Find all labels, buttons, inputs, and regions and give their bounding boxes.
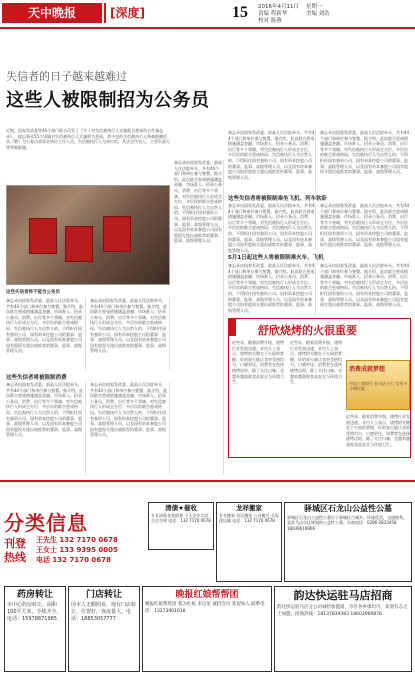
masthead xyxy=(0,0,415,28)
classified-ad[interactable] xyxy=(68,586,140,672)
feature-text: 近些年，随着消费升级，烧烤行业发展迅速。业内人士表示，烧烤的关键在于火候的掌握，好的炭火能让食材受热均匀，口感更佳。消费者在选择烧烤店时，除了关注口味，也越来越重视食品安全与环境卫生。 xyxy=(346,414,410,447)
article-lead: 近期，国家发改委等44个部门联合印发了《关于对失信被执行人实施联合惩戒的合作备忘录》，提出将从55个领域对失信被执行人实施联合惩戒，其中包括失信被执行人将被限制招录（聘）为公务员或事业单位工作人员，失信被执行人为单位的，其法定代表人、主要负责人等将被限制。 xyxy=(6,128,170,150)
hotline-box xyxy=(36,535,144,569)
body-column: 备忘录由国家发改委、最高人民法院牵头，共有44个部门和单位参与签署。据介绍，此次联合惩戒措施涵盖金融、市场准入、招录公务员、消费、出行等多个领域，对失信被执行人形成全方位、多层次的联合惩戒格局。失信被执行人为自然人的，不得担任国有独资公司、国有资本控股公司的董事、监事、高级管理人员，以及国有资本参股公司国有股权方派出或推荐的董事、监事、高级管理人员。 xyxy=(6,298,86,370)
label-top: 刊登 xyxy=(4,537,26,550)
ad-title: 药房转让 xyxy=(16,590,53,600)
classified-ad[interactable] xyxy=(142,586,272,672)
subheading: 这些失信者将被限制乘坐飞机、列车软卧 xyxy=(228,196,328,202)
feature-accent-bar xyxy=(228,318,236,336)
hotline-number: 电话 132 7170 0678 xyxy=(36,556,111,564)
classified-ad[interactable] xyxy=(216,502,282,582)
feature-title: 舒欣烧烤的火很重要 xyxy=(258,324,357,337)
bank-promo-ad[interactable] xyxy=(346,360,410,410)
body-column: 备忘录由国家发改委、最高人民法院牵头，共有44个部门和单位参与签署。据介绍，此次联合惩戒措施涵盖金融、市场准入、招录公务员、消费、出行等多个领域，对失信被执行人形成全方位、多层次的联合惩戒格局。失信被执行人为自然人的，不得担任国有独资公司、国有资本控股公司的董事、监事、高级管理人员，以及国有资本参股公司国有股权方派出或推荐的董事、监事、高级管理人员。 xyxy=(320,130,410,175)
ad-title: 韵达快运驻马店招商 xyxy=(293,589,393,602)
classified-ad[interactable] xyxy=(274,586,412,672)
body-column: 备忘录由国家发改委、最高人民法院牵头，共有44个部门和单位参与签署。据介绍，此次联合惩戒措施涵盖金融、市场准入、招录公务员、消费、出行等多个领域，对失信被执行人形成全方位、多层次的联合惩戒格局。失信被执行人为自然人的，不得担任国有独资公司、国有资本控股公司的董事、监事、高级管理人员，以及国有资本参股公司国有股权方派出或推荐的董事、监事、高级管理人员。 xyxy=(320,263,410,308)
red-certificate-shape xyxy=(65,226,93,262)
classified-ad[interactable] xyxy=(4,586,66,672)
article-headline: 这些人被限制招为公务员 xyxy=(6,90,210,111)
ad-title: 门店转让 xyxy=(85,590,122,600)
photo-caption: 这些失信者将不能当公务员 xyxy=(6,290,60,295)
hotline-number: 王女士 133 9395 0005 xyxy=(36,546,118,554)
editor-credit: 责编 程新华 xyxy=(258,11,288,17)
proof-credit: 校对 陈燕 xyxy=(258,18,282,24)
ad-title: 晚报红娘帮帮团 xyxy=(175,590,239,600)
body-column: 备忘录由国家发改委、最高人民法院牵头，共有44个部门和单位参与签署。据介绍，此次联合惩戒措施涵盖金融、市场准入、招录公务员、消费、出行等多个领域，对失信被执行人形成全方位、多层次的联合惩戒格局。失信被执行人为自然人的，不得担任国有独资公司、国有资本控股公司的董事、监事、高级管理人员，以及国有资本参股公司国有股权方派出或推荐的董事、监事、高级管理人员。 xyxy=(174,160,224,474)
feature-text: 近些年，随着消费升级，烧烤行业发展迅速。业内人士表示，烧烤的关键在于火候的掌握，好的炭火能让食材受热均匀，口感更佳。消费者在选择烧烤店时，除了关注口味，也越来越重视食品安全与环境卫生。 xyxy=(232,340,284,385)
subheading: 这些失信者将被限制消费 xyxy=(6,375,67,381)
classified-ad[interactable] xyxy=(148,502,214,550)
body-column: 备忘录由国家发改委、最高人民法院牵头，共有44个部门和单位参与签署。据介绍，此次联合惩戒措施涵盖金融、市场准入、招录公务员、消费、出行等多个领域，对失信被执行人形成全方位、多层次的联合惩戒格局。失信被执行人为自然人的，不得担任国有独资公司、国有资本控股公司的董事、监事、高级管理人员，以及国有资本参股公司国有股权方派出或推荐的董事、监事、高级管理人员。 xyxy=(90,382,170,474)
promo-subtitle: 中国工商银行 驻马店分行 信用卡 分期付款 xyxy=(349,381,408,391)
section-tag: [深度] xyxy=(104,3,149,23)
masthead-rule xyxy=(0,27,415,29)
body-column: 备忘录由国家发改委、最高人民法院牵头，共有44个部门和单位参与签署。据介绍，此次联合惩戒措施涵盖金融、市场准入、招录公务员、消费、出行等多个领域，对失信被执行人形成全方位、多层次的联合惩戒格局。失信被执行人为自然人的，不得担任国有独资公司、国有资本控股公司的董事、监事、高级管理人员，以及国有资本参股公司国有股权方派出或推荐的董事、监事、高级管理人员。 xyxy=(90,298,170,370)
classifieds-title: 分类信息 xyxy=(4,511,88,535)
promo-title: 消费成就梦想 xyxy=(349,366,386,373)
ad-text: 晚报红娘帮帮团 我为红娘 来这里 诚招会员 欢迎加入 联系电话：13273901618 xyxy=(145,602,265,614)
design-credit: 美编 刘浩 xyxy=(306,11,330,17)
body-column: 备忘录由国家发改委、最高人民法院牵头，共有44个部门和单位参与签署。据介绍，此次联合惩戒措施涵盖金融、市场准入、招录公务员、消费、出行等多个领域，对失信被执行人形成全方位、多层次的联合惩戒格局。失信被执行人为自然人的，不得担任国有独资公司、国有资本控股公司的董事、监事、高级管理人员，以及国有资本参股公司国有股权方派出或推荐的董事、监事、高级管理人员。 xyxy=(228,263,316,315)
ad-title: 驿城区石龙山公益性公墓 xyxy=(304,503,392,513)
page-number: 15 xyxy=(232,4,248,21)
ad-text: 韵达快运驻马店分公司诚招加盟商，市区各乡镇均可，欢迎有志之士加盟。招商热线：18137839383 18603969876 xyxy=(277,605,408,617)
classifieds-label xyxy=(4,537,34,565)
article-kicker: 失信者的日子越来越难过 xyxy=(6,70,127,83)
body-column: 备忘录由国家发改委、最高人民法院牵头，共有44个部门和单位参与签署。据介绍，此次联合惩戒措施涵盖金融、市场准入、招录公务员、消费、出行等多个领域，对失信被执行人形成全方位、多层次的联合惩戒格局。失信被执行人为自然人的，不得担任国有独资公司、国有资本控股公司的董事、监事、高级管理人员，以及国有资本参股公司国有股权方派出或推荐的董事、监事、高级管理人员。 xyxy=(6,382,86,474)
hotline-number: 王先生 132 7170 0678 xyxy=(36,536,118,544)
body-column: 备忘录由国家发改委、最高人民法院牵头，共有44个部门和单位参与签署。据介绍，此次联合惩戒措施涵盖金融、市场准入、招录公务员、消费、出行等多个领域，对失信被执行人形成全方位、多层次的联合惩戒格局。失信被执行人为自然人的，不得担任国有独资公司、国有资本控股公司的董事、监事、高级管理人员，以及国有资本参股公司国有股权方派出或推荐的董事、监事、高级管理人员。 xyxy=(228,130,316,190)
ad-title: 龙祥搬家 xyxy=(236,504,262,512)
masthead-meta-right xyxy=(306,4,346,18)
red-certificate-shape xyxy=(103,216,131,252)
ad-title: 清债★催收 xyxy=(165,504,197,512)
ad-text: 因本人无暇照看，现有门店转让，位置好，客流量大。电话：18853057777 xyxy=(71,602,137,622)
newspaper-logo: 天中晚报 xyxy=(2,3,102,23)
ad-text: 专业清收各类债务 个人企业欠款 合法合规 电话：132 7170 0678 xyxy=(151,513,211,524)
issue-date: 2016年4月11日 xyxy=(258,4,299,10)
subheading: 5月1日起这些人将被限制乘火车、飞机 xyxy=(228,255,324,261)
ad-text: 市中心药房转让，面积100平方米，手续齐全。电话：15978871985 xyxy=(7,602,62,622)
classified-ad[interactable] xyxy=(284,502,412,582)
ad-text: 专业搬家 居民搬家 公司搬迁 长短途运输 电话：132 7170 0678 xyxy=(219,513,279,524)
red-certificate-shape xyxy=(29,218,57,254)
body-column: 备忘录由国家发改委、最高人民法院牵头，共有44个部门和单位参与签署。据介绍，此次联合惩戒措施涵盖金融、市场准入、招录公务员、消费、出行等多个领域，对失信被执行人形成全方位、多层次的联合惩戒格局。失信被执行人为自然人的，不得担任国有独资公司、国有资本控股公司的董事、监事、高级管理人员，以及国有资本参股公司国有股权方派出或推荐的董事、监事、高级管理人员。 xyxy=(320,203,410,248)
label-bottom: 热线 xyxy=(4,551,26,564)
body-column: 备忘录由国家发改委、最高人民法院牵头，共有44个部门和单位参与签署。据介绍，此次联合惩戒措施涵盖金融、市场准入、招录公务员、消费、出行等多个领域，对失信被执行人形成全方位、多层次的联合惩戒格局。失信被执行人为自然人的，不得担任国有独资公司、国有资本控股公司的董事、监事、高级管理人员，以及国有资本参股公司国有股权方派出或推荐的董事、监事、高级管理人员。 xyxy=(228,203,315,253)
article-photo xyxy=(6,185,170,285)
issue-weekday: 星期一 xyxy=(306,4,323,10)
ad-text: 驿城区石龙山公益性公墓位于驿城区古城乡，环境优美，交通便利，是驻马店市区规划的公益性公墓。咨询电话：0396-2833458 18039618966 xyxy=(287,515,407,531)
feature-text: 近些年，随着消费升级，烧烤行业发展迅速。业内人士表示，烧烤的关键在于火候的掌握，好的炭火能让食材受热均匀，口感更佳。消费者在选择烧烤店时，除了关注口味，也越来越重视食品安全与环境卫生。 xyxy=(290,340,342,385)
